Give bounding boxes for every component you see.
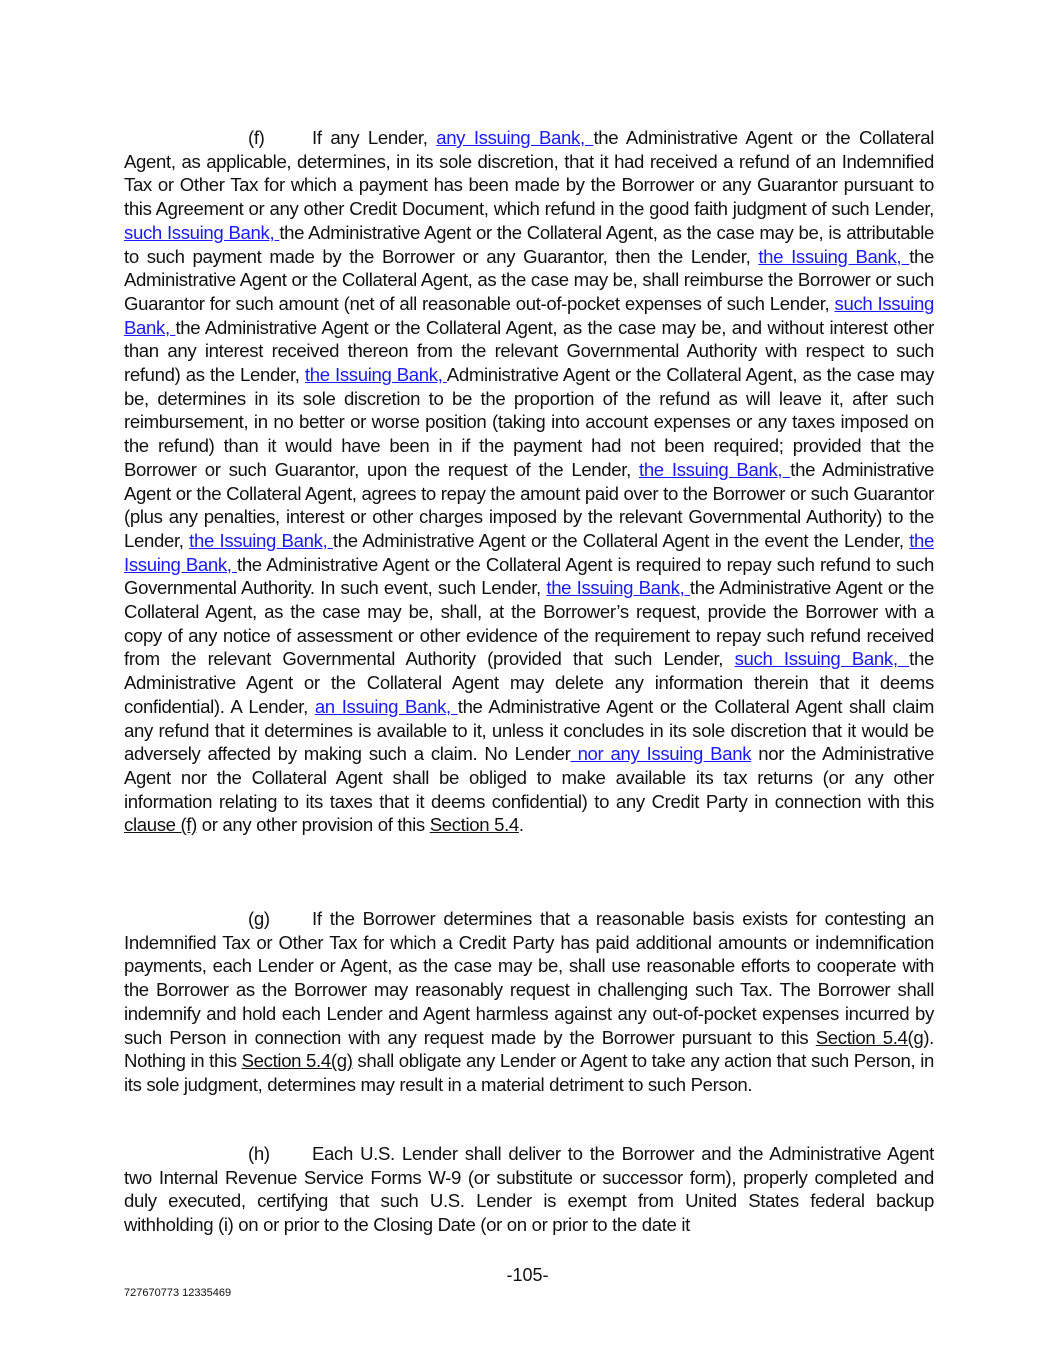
text-run: the Administrative Agent or the Collateral Agent, as the case may be, shall, at the Borrower’s request, provide the Borrower with a copy of any notice of assessment or other evidence of the requirement to repay such refund received from the relevant Governmental Authority (provided that such Lender, [124,577,934,670]
inserted-text-link[interactable]: such Issuing Bank, [124,221,280,243]
cross-reference: Section 5.4 [429,814,519,836]
inserted-text-link[interactable]: the Issuing Bank, [189,529,333,551]
text-run: the Administrative Agent or the Collateral Agent is required to repay such refund to such Governmental Authority. In such event, such Lender, [124,553,934,599]
inserted-text-link[interactable]: such Issuing Bank, [734,648,910,670]
text-run: the Administrative Agent or the Collateral Agent shall claim any refund that it determines is available to it, unless it concludes in its sole discretion that it would be adversely affected by making such a claim. No Lender [124,695,934,765]
inserted-text-link[interactable]: the Issuing Bank, [758,245,910,267]
text-run: the Administrative Agent or the Collateral Agent, as the case may be, and without interest other than any interest received thereon from the relevant Governmental Authority with respect to such refund) as the Lender, [124,316,934,386]
text-run: or any other provision of this [196,814,430,836]
text-run: Each U.S. Lender shall deliver to the Borrower and the Administrative Agent two Internal Revenue Service Forms W-9 (or substitute or successor form), properly completed and duly executed, certifying that such U.S. Lender is exempt from United States federal backup withholding (i) on or prior to the Closing Date (or on or prior to the date it [124,1143,934,1236]
page-number: -105- [506,1265,549,1285]
text-run: the Administrative Agent or the Collateral Agent in the event the Lender, [332,529,910,551]
paragraph-g [124,907,934,1097]
text-run: the Administrative Agent or the Collateral Agent, agrees to repay the amount paid over to the Borrower or such Guarantor (plus any penalties, interest or other charges imposed by the relevant Governmental Authority) to the Lender, [124,458,935,551]
text-run: . Nothing in this [124,1026,934,1072]
text-run: If any Lender, [312,127,437,148]
text-run: . [518,814,524,836]
text-run: the Administrative Agent or the Collateral Agent, as the case may be, shall reimburse the Borrower or such Guarantor for such amount (net of all reasonable out-of-pocket expenses of such Lender, [124,245,934,314]
paragraph-h [124,1142,934,1237]
text-run: Administrative Agent or the Collateral Agent, as the case may be, determines in its sole discretion to be the proportion of the refund as will leave it, after such reimbursement, in no better or worse position (taking into account expenses or any taxes imposed on the refund) than it would have been in if the payment had not been required; provided that the Borrower or such Guarantor, upon the request of the Lender, [124,364,934,480]
text-run: the Administrative Agent or the Collateral Agent, as the case may be, is attributable to such payment made by the Borrower or any Guarantor, then the Lender, [124,221,934,267]
text-run: the Administrative Agent or the Collateral Agent, as applicable, determines, in its sole discretion, that it had received a refund of an Indemnified Tax or Other Tax for which a payment has been made by the Borrower or any Guarantor pursuant to this Agreement or any other Credit Document, which refund in the good faith judgment of such Lender, [124,127,934,220]
cross-reference: clause (f) [124,814,197,836]
inserted-text-link[interactable]: any Issuing Bank, [436,127,594,148]
inserted-text-link[interactable]: the Issuing Bank, [639,458,791,480]
inserted-text-link[interactable]: the Issuing Bank, [546,577,690,599]
paragraph-label: (g) [248,908,270,929]
paragraph-label: (f) [248,127,265,148]
inserted-text-link[interactable]: the Issuing Bank, [124,529,935,575]
paragraph-f [124,126,934,837]
text-run: nor the Administrative Agent nor the Collateral Agent shall be obliged to make available its tax returns (or any other information relating to its taxes that it deems confidential) to any Credit Party in connection with this [124,743,934,812]
document-id: 727670773 12335469 [124,1287,232,1299]
inserted-text-link[interactable]: the Issuing Bank, [304,364,447,386]
paragraph-label: (h) [248,1143,270,1164]
inserted-text-link[interactable]: such Issuing Bank, [124,292,934,338]
cross-reference: Section 5.4(g) [815,1026,930,1048]
inserted-text-link[interactable]: nor any Issuing Bank [570,743,752,765]
text-run: shall obligate any Lender or Agent to take any action that such Person, in its sole judgment, determines may result in a material detriment to such Person. [124,1050,935,1095]
text-run: the Administrative Agent or the Collateral Agent may delete any information therein that it deems confidential). A Lender, [124,648,934,717]
text-run: If the Borrower determines that a reasonable basis exists for contesting an Indemnified Tax or Other Tax for which a Credit Party has paid additional amounts or indemnification payments, each Lender or Agent, as the case may be, shall use reasonable efforts to cooperate with the Borrower as the Borrower may reasonably request in challenging such Tax. The Borrower shall indemnify and hold each Lender and Agent harmless against any out-of-pocket expenses incurred by such Person in connection with any request made by the Borrower pursuant to this [124,908,934,1048]
cross-reference: Section 5.4(g) [241,1050,353,1072]
inserted-text-link[interactable]: an Issuing Bank, [314,695,458,717]
